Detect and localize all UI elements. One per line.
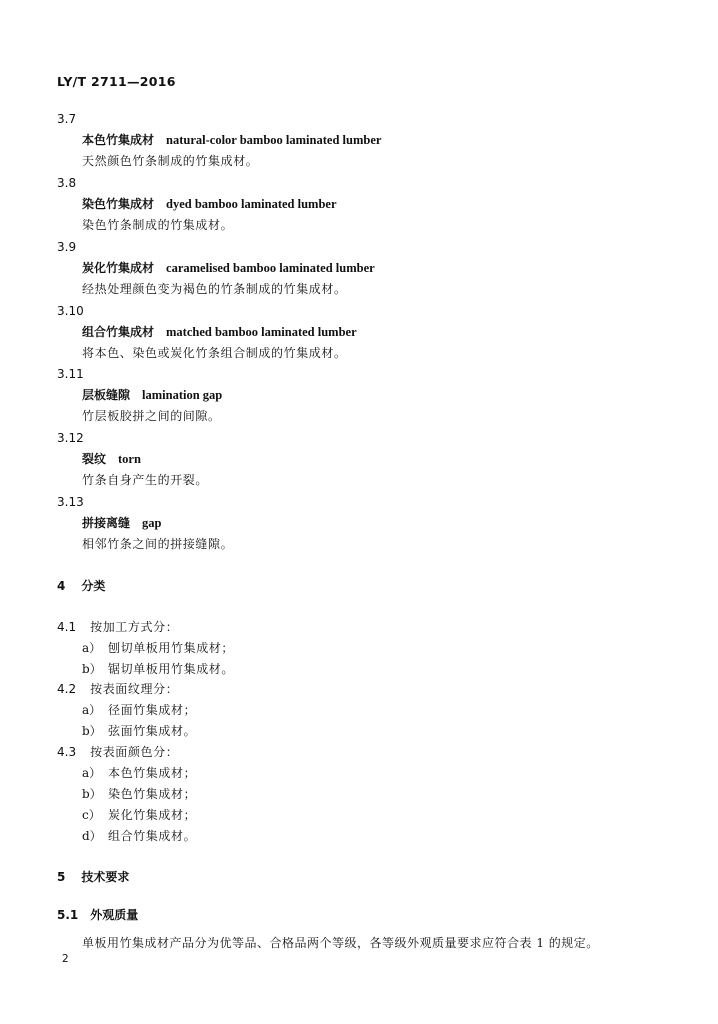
term-number: 3.8 [57, 176, 77, 190]
list-marker: a） [82, 766, 102, 780]
section-heading [57, 868, 129, 885]
list-marker: d） [82, 829, 102, 843]
list-item [82, 827, 196, 844]
subsection-title: 按加工方式分： [90, 620, 179, 634]
subsection-number: 4.2 [57, 682, 77, 696]
term-chinese: 炭化竹集成材 [82, 261, 155, 275]
term-definition: 天然颜色竹条制成的竹集成材。 [82, 154, 259, 168]
list-item [82, 660, 234, 677]
term-number: 3.7 [57, 112, 77, 126]
term-english: lamination gap [142, 388, 223, 402]
list-marker: c） [82, 808, 101, 822]
subsection-heading [57, 680, 178, 697]
term-chinese: 本色竹集成材 [82, 133, 155, 147]
term-number: 3.9 [57, 240, 77, 254]
list-marker: b） [82, 662, 102, 676]
list-item [82, 806, 196, 823]
list-item [82, 764, 196, 781]
term-definition: 染色竹条制成的竹集成材。 [82, 218, 234, 232]
list-text: 炭化竹集成材； [108, 808, 197, 822]
list-marker: a） [82, 703, 102, 717]
term-chinese: 层板缝隙 [82, 388, 131, 402]
page-number: 2 [62, 953, 69, 965]
subsection-number: 4.3 [57, 745, 77, 759]
term-number: 3.12 [57, 431, 84, 445]
subsection-title: 外观质量 [90, 908, 139, 922]
term-heading [82, 450, 141, 467]
list-text: 本色竹集成材； [108, 766, 197, 780]
term-heading [82, 195, 337, 212]
section-number: 4 [57, 579, 66, 593]
list-item [82, 722, 196, 739]
term-english: dyed bamboo laminated lumber [166, 197, 337, 211]
subsection-heading [57, 906, 138, 923]
term-heading [82, 323, 357, 340]
list-text: 弦面竹集成材。 [108, 724, 197, 738]
list-item [82, 785, 196, 802]
term-heading [82, 131, 381, 148]
term-heading [82, 386, 222, 403]
list-text: 锯切单板用竹集成材。 [108, 662, 235, 676]
section-heading [57, 577, 105, 594]
term-chinese: 拼接离缝 [82, 516, 131, 530]
subsection-number: 5.1 [57, 908, 79, 922]
term-definition: 相邻竹条之间的拼接缝隙。 [82, 537, 234, 551]
subsection-title: 按表面颜色分： [90, 745, 179, 759]
list-text: 组合竹集成材。 [108, 829, 197, 843]
subsection-heading [57, 743, 178, 760]
term-english: torn [118, 452, 141, 466]
term-chinese: 裂纹 [82, 452, 107, 466]
term-heading [82, 259, 375, 276]
list-marker: b） [82, 724, 102, 738]
term-number: 3.10 [57, 304, 84, 318]
term-definition: 竹条自身产生的开裂。 [82, 473, 209, 487]
term-number: 3.13 [57, 495, 84, 509]
term-english: natural-color bamboo laminated lumber [166, 133, 382, 147]
list-text: 染色竹集成材； [108, 787, 197, 801]
list-marker: b） [82, 787, 102, 801]
section-title: 技术要求 [81, 870, 130, 884]
term-chinese: 组合竹集成材 [82, 325, 155, 339]
section-title: 分类 [81, 579, 106, 593]
term-english: caramelised bamboo laminated lumber [166, 261, 375, 275]
list-marker: a） [82, 641, 102, 655]
term-number: 3.11 [57, 367, 84, 381]
body-paragraph: 单板用竹集成材产品分为优等品、合格品两个等级，各等级外观质量要求应符合表 1 的规定。 [82, 936, 599, 950]
subsection-title: 按表面纹理分： [90, 682, 179, 696]
term-definition: 竹层板胶拼之间的间隙。 [82, 409, 221, 423]
term-english: gap [142, 516, 162, 530]
term-heading [82, 514, 161, 531]
standard-header: LY/T 2711—2016 [57, 74, 176, 89]
list-item [82, 639, 234, 656]
term-definition: 经热处理颜色变为褐色的竹条制成的竹集成材。 [82, 282, 347, 296]
term-english: matched bamboo laminated lumber [166, 325, 357, 339]
subsection-heading [57, 618, 178, 635]
section-number: 5 [57, 870, 66, 884]
term-definition: 将本色、染色或炭化竹条组合制成的竹集成材。 [82, 346, 347, 360]
list-text: 刨切单板用竹集成材； [108, 641, 235, 655]
term-chinese: 染色竹集成材 [82, 197, 155, 211]
subsection-number: 4.1 [57, 620, 77, 634]
list-text: 径面竹集成材； [108, 703, 197, 717]
list-item [82, 701, 196, 718]
